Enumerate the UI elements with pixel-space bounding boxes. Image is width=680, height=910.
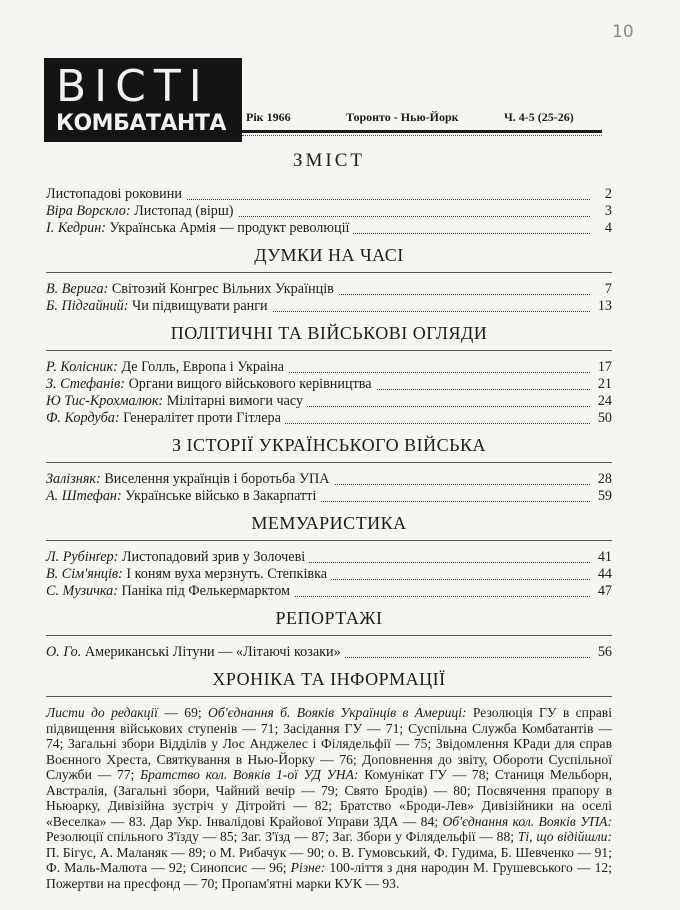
chronicle-segment: Різне: [290,860,326,875]
toc-entry [46,298,612,315]
chronicle-segment: 100-ліття з дня народин М. Грушевського — 12; Пожертви на пресфонд — 70; Пропам'ятні марки КУК — 93. [46,860,612,891]
chronicle-segment: Резолюція ГУ в справі підвищення військових ступенів — 71; Засідання ГУ — 71; Суспільна Служба Комбатантів — 74; Загальні збори Відділів у Лос Анджелес і Філядельфії — 75; Звідомлення КРади для справ Воєнного Хреста, Святкування в Нью-Йорку — 76; Доповнення до звіту, Обороти Суспільної Служби — 77; [46,705,612,782]
toc-entry [46,549,612,566]
entry-page-number: 44 [594,566,612,583]
entry-title: Українська Армія — продукт революції [109,220,350,236]
toc-entry-text [46,393,307,409]
entry-title: Паніка під Фелькермарктом [121,583,290,599]
section-divider [46,635,612,636]
toc-entry-text [46,644,345,660]
toc-entry [46,566,612,583]
toc-entry-text [46,583,294,599]
toc-entry [46,281,612,298]
issue-label: Ч. 4-5 (25-26) [504,110,574,124]
entry-title: Органи вищого військового керівництва [128,376,372,392]
toc-entry-text [46,359,288,375]
toc-entry [46,410,612,427]
toc-entry [46,471,612,488]
sections-container [46,245,612,661]
toc-entry [46,203,612,220]
entry-page-number: 21 [594,376,612,393]
toc-entry [46,376,612,393]
entry-title: Генералітет проти Гітлера [123,410,281,426]
toc-entry [46,220,612,237]
masthead-title: ВІСТІ [56,61,210,112]
toc-entry-text [46,471,334,487]
entry-page-number: 50 [594,410,612,427]
chronicle-segment: Ті, що відійшли: [517,829,612,844]
entry-author: А. Штефан: [46,488,122,504]
entry-title: Мілітарні вимоги часу [166,393,304,409]
entry-author: Л. Рубінґер: [46,549,119,565]
entry-title: Виселення українців і боротьба УПА [104,471,330,487]
entry-title: Листопадові роковини [46,186,182,202]
chronicle-segment: Листи до редакції [46,705,158,720]
toc-entry [46,393,612,410]
entry-page-number: 2 [601,186,612,203]
entry-author: В. Верига: [46,281,109,297]
toc-entry-text [46,376,376,392]
entry-title: Світозий Конгрес Вільних Українців [111,281,334,297]
toc-entry [46,488,612,505]
entry-page-number: 41 [594,549,612,566]
section-divider [46,350,612,351]
masthead-subtitle: КОМБАТАНТА [56,111,226,136]
entry-author: С. Музичка: [46,583,118,599]
entry-author: О. Го. [46,644,82,660]
entry-page-number: 47 [594,583,612,600]
entry-page-number: 17 [594,359,612,376]
header-rule-dotted [242,135,602,136]
place-label: Торонто - Нью-Йорк [346,110,459,124]
entry-title: Чи підвищувати ранги [132,298,268,314]
entry-author: Залізняк: [46,471,101,487]
entry-title: Листопад (вірш) [134,203,234,219]
entry-author: Ф. Кордуба: [46,410,120,426]
toc-entry-text [46,298,272,314]
toc-entry-text [46,220,353,236]
toc-entry-text [46,566,331,582]
toc-entry-text [46,488,320,504]
toc-entry-text [46,281,338,297]
entry-author: Б. Підгайний: [46,298,129,314]
section-heading: РЕПОРТАЖІ [275,608,383,628]
toc-entry [46,583,612,600]
section-divider [46,272,612,273]
entry-page-number: 7 [601,281,612,298]
contents-title: ЗМІСТ [292,150,366,171]
toc-entry-text [46,186,186,202]
section-divider [46,462,612,463]
toc-entry-text [46,203,238,219]
section-divider [46,696,612,697]
chronicle-segment: Резолюції спільного З'їзду — 85; Заг. З'їзд — 87; Заг. Збори у Філядельфії — 88; [46,829,518,844]
entry-author: В. Сім'янців: [46,566,123,582]
chronicle-segment: Об'єднання кол. Вояків УПА: [442,813,612,829]
section-divider [46,540,612,541]
toc-entry-text [46,410,285,426]
entry-page-number: 28 [594,471,612,488]
section-heading: ПОЛІТИЧНІ ТА ВІЙСЬКОВІ ОГЛЯДИ [170,323,488,343]
entry-title: Де Голль, Европа і Украіна [121,359,285,375]
entry-author: Віра Ворскло: [46,203,131,219]
intro-list [46,186,612,237]
section-heading: МЕМУАРИСТИКА [251,513,407,533]
chronicle-heading: ХРОНІКА ТА ІНФОРМАЦІЇ [212,669,446,689]
toc-entry [46,644,612,661]
entry-title: І коням вуха мерзнуть. Степківка [126,566,328,582]
chronicle-text [46,705,612,891]
toc-entry [46,186,612,203]
year-label: Рік 1966 [246,110,291,124]
entry-author: І. Кедрин: [46,220,106,236]
entry-page-number: 13 [594,298,612,315]
entry-author: З. Стефанів: [46,376,126,392]
entry-page-number: 24 [594,393,612,410]
chronicle-segment: П. Бігус, А. Маланяк — 89; о М. Рибачук — 90; о. В. Гумовський, Ф. Гудима, Б. Шевченко — 91; Ф. Маль-Малюта — 92; Синопсис — 96; [46,844,612,875]
chronicle-segment: Комунікат ГУ — 78; Станиця Мельборн, Австралія, (Загальні збори, Чайний вечір — 79; Свято Бродів) — 80; Посвячення прапору в Ньюарку, Дивізійна зустріч у Дітройті — 82; Братство «Броди-Лев» Дивізійники на оселі «Веселка» — 83. Дар Укр. Інвалідові Крайової Управи ЗДА — 84; [46,767,612,829]
masthead-logo [44,58,242,142]
chronicle-segment: — 69; [157,705,209,720]
handwritten-page-number: 10 [612,22,634,42]
entry-title: Українське військо в Закарпатті [125,488,317,504]
entry-page-number: 59 [594,488,612,505]
toc-entry-text [46,549,309,565]
entry-author: Р. Колісник: [46,359,118,375]
chronicle-segment: Братство кол. Вояків 1-ої УД УНА: [140,767,359,782]
entry-title: Американські Літуни — «Літаючі козаки» [84,644,341,660]
entry-page-number: 3 [601,203,612,220]
entry-title: Листопадовий зрив у Золочеві [121,549,306,565]
toc-entry [46,359,612,376]
entry-author: Ю Тис-Крохмалюк: [46,393,164,409]
entry-page-number: 56 [594,644,612,661]
section-heading: З ІСТОРІЇ УКРАЇНСЬКОГО ВІЙСЬКА [172,435,486,455]
table-of-contents [46,150,612,891]
chronicle-segment: Об'єднання б. Вояків Українців в Америці: [208,705,467,720]
section-heading: ДУМКИ НА ЧАСІ [254,245,404,265]
header-rule [242,130,602,133]
entry-page-number: 4 [601,220,612,237]
